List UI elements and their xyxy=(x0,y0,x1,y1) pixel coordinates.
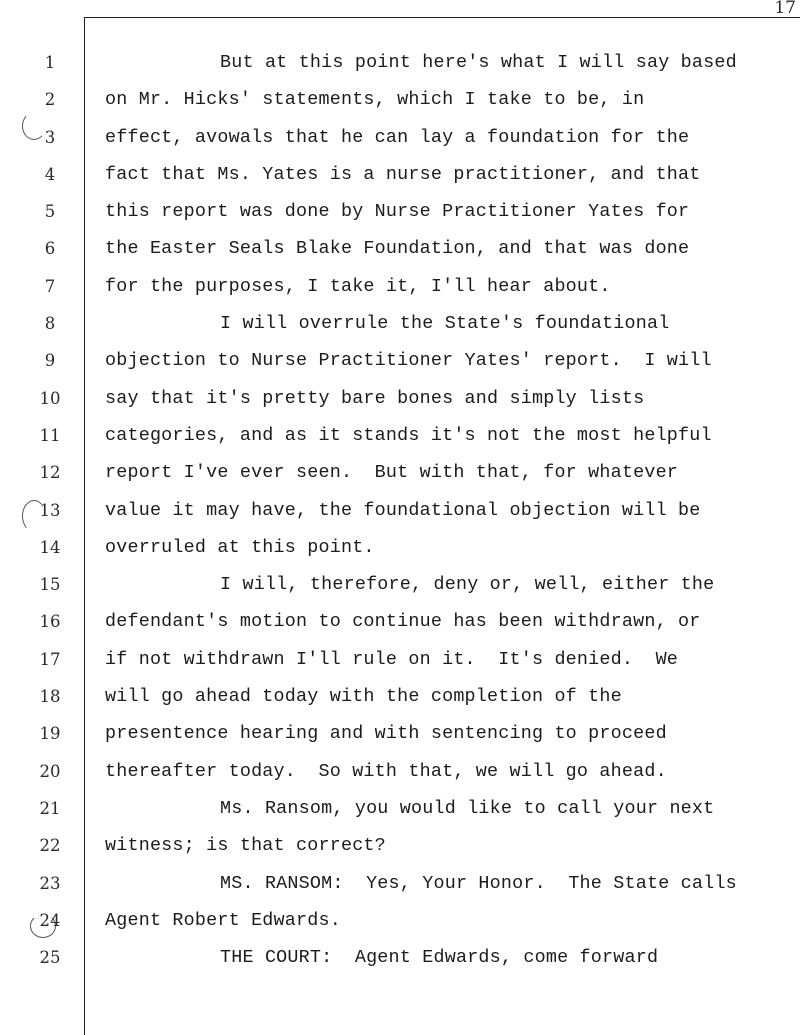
transcript-line: if not withdrawn I'll rule on it. It's denied. We xyxy=(105,648,679,670)
line-number: 9 xyxy=(44,351,56,371)
line-number: 11 xyxy=(39,425,61,445)
transcript-line: Ms. Ransom, you would like to call your next xyxy=(220,797,715,819)
line-number: 15 xyxy=(39,575,61,595)
line-number: 24 xyxy=(39,910,61,930)
line-number: 5 xyxy=(44,202,56,222)
transcript-line: But at this point here's what I will say based xyxy=(220,52,737,73)
transcript-line: on Mr. Hicks' statements, which I take to be, in xyxy=(105,89,645,111)
line-number: 8 xyxy=(44,314,56,334)
transcript-line: witness; is that correct? xyxy=(105,835,386,857)
transcript-line: categories, and as it stands it's not the most helpful xyxy=(105,424,712,446)
line-number: 3 xyxy=(44,127,56,147)
transcript-line: say that it's pretty bare bones and simply lists xyxy=(105,387,645,409)
line-number: 21 xyxy=(39,798,61,818)
line-number: 1 xyxy=(44,53,56,72)
line-number: 7 xyxy=(44,276,56,296)
page-number: 17 xyxy=(774,0,796,18)
line-number: 2 xyxy=(44,90,56,110)
transcript-line: defendant's motion to continue has been withdrawn, or xyxy=(105,611,701,633)
top-border-line xyxy=(84,17,800,18)
transcript-line: the Easter Seals Blake Foundation, and that was done xyxy=(105,238,690,260)
transcript-line: I will, therefore, deny or, well, either the xyxy=(220,574,715,596)
transcript-line: presentence hearing and with sentencing to proceed xyxy=(105,723,667,745)
line-number: 23 xyxy=(39,873,61,893)
transcript-line: for the purposes, I take it, I'll hear about. xyxy=(105,275,611,297)
line-number: 18 xyxy=(39,687,61,707)
line-number-column xyxy=(30,44,70,976)
transcript-body xyxy=(105,44,800,976)
left-margin-line xyxy=(84,17,85,1035)
line-number: 20 xyxy=(39,761,61,781)
transcript-line: overruled at this point. xyxy=(105,536,375,558)
transcript-line: I will overrule the State's foundational xyxy=(220,313,670,335)
transcript-line: Agent Robert Edwards. xyxy=(105,909,341,931)
line-number: 16 xyxy=(39,612,61,632)
transcript-line: report I've ever seen. But with that, for whatever xyxy=(105,462,679,484)
line-number: 22 xyxy=(39,836,61,856)
transcript-line: objection to Nurse Practitioner Yates' report. I will xyxy=(105,350,712,372)
transcript-line: will go ahead today with the completion of the xyxy=(105,686,622,708)
transcript-line: value it may have, the foundational objection will be xyxy=(105,499,701,521)
line-number: 13 xyxy=(39,500,61,520)
transcript-line: this report was done by Nurse Practitioner Yates for xyxy=(105,201,690,223)
line-number: 14 xyxy=(39,537,61,557)
transcript-line: THE COURT: Agent Edwards, come forward xyxy=(220,947,659,969)
line-number: 25 xyxy=(39,948,61,968)
line-number: 19 xyxy=(39,724,61,744)
transcript-line: effect, avowals that he can lay a foundation for the xyxy=(105,126,690,148)
line-number: 4 xyxy=(44,164,56,184)
line-number: 17 xyxy=(39,649,61,669)
transcript-line: MS. RANSOM: Yes, Your Honor. The State calls xyxy=(220,872,737,894)
line-number: 6 xyxy=(44,239,56,259)
transcript-line: fact that Ms. Yates is a nurse practitioner, and that xyxy=(105,163,701,185)
transcript-line: thereafter today. So with that, we will go ahead. xyxy=(105,760,667,782)
line-number: 12 xyxy=(39,463,61,483)
line-number: 10 xyxy=(39,388,61,408)
